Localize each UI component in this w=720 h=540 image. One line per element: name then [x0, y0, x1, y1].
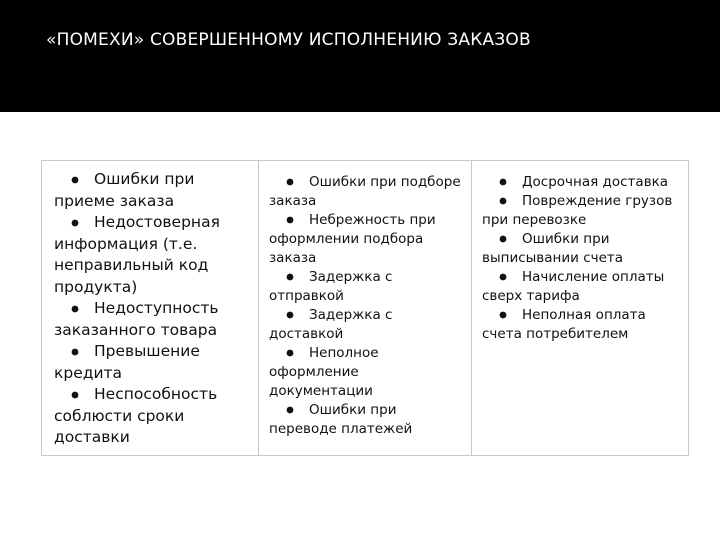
bullet-icon — [498, 234, 508, 244]
bullet-icon — [70, 304, 80, 314]
bullet-icon — [70, 218, 80, 228]
bullet-icon — [285, 310, 295, 320]
list-item — [269, 268, 461, 306]
list-item-text: Досрочная доставка — [522, 174, 669, 190]
list-item — [54, 169, 248, 212]
bullet-icon — [285, 348, 295, 358]
list-item — [269, 401, 461, 439]
list-item-text: Ошибки при выписывании счета — [482, 231, 624, 266]
bullet-icon — [498, 196, 508, 206]
list-item-text: Недостоверная информация (т.е. неправильный код продукта) — [54, 213, 220, 296]
list-item — [482, 230, 678, 268]
bullet-list — [482, 173, 678, 344]
bullet-icon — [285, 215, 295, 225]
obstacles-table — [41, 160, 689, 456]
list-item — [54, 341, 248, 384]
list-item — [54, 212, 248, 298]
list-item — [482, 268, 678, 306]
list-item — [482, 173, 678, 192]
slide-title: «ПОМЕХИ» СОВЕРШЕННОМУ ИСПОЛНЕНИЮ ЗАКАЗОВ — [46, 30, 531, 50]
bullet-icon — [285, 177, 295, 187]
list-item — [54, 298, 248, 341]
list-item-text: Превышение кредита — [54, 342, 200, 382]
bullet-list — [54, 169, 248, 449]
list-item-text: Неспособность соблюсти сроки доставки — [54, 385, 218, 446]
bullet-icon — [498, 310, 508, 320]
table-row — [42, 161, 689, 456]
bullet-icon — [498, 272, 508, 282]
list-item-text: Ошибки при переводе платежей — [269, 402, 413, 437]
bullet-icon — [498, 177, 508, 187]
column-order-picking — [259, 161, 472, 456]
list-item — [482, 306, 678, 344]
list-item — [269, 306, 461, 344]
list-item — [482, 192, 678, 230]
list-item-text: Неполное оформление документации — [269, 345, 379, 399]
list-item-text: Небрежность при оформлении подбора заказа — [269, 212, 436, 266]
column-delivery-billing — [472, 161, 689, 456]
list-item-text: Начисление оплаты сверх тарифа — [482, 269, 665, 304]
list-item-text: Неполная оплата счета потребителем — [482, 307, 646, 342]
bullet-icon — [70, 390, 80, 400]
title-bar — [0, 0, 720, 112]
list-item — [269, 173, 461, 211]
list-item — [54, 384, 248, 449]
list-item-text: Задержка с доставкой — [269, 307, 393, 342]
list-item-text: Недоступность заказанного товара — [54, 299, 219, 339]
bullet-icon — [285, 405, 295, 415]
list-item-text: Повреждение грузов при перевозке — [482, 193, 673, 228]
list-item-text: Ошибки при приеме заказа — [54, 170, 195, 210]
bullet-icon — [70, 347, 80, 357]
bullet-icon — [285, 272, 295, 282]
list-item — [269, 211, 461, 268]
bullet-list — [269, 173, 461, 439]
column-order-entry — [42, 161, 259, 456]
list-item — [269, 344, 461, 401]
list-item-text: Ошибки при подборе заказа — [269, 174, 461, 209]
list-item-text: Задержка с отправкой — [269, 269, 393, 304]
bullet-icon — [70, 175, 80, 185]
